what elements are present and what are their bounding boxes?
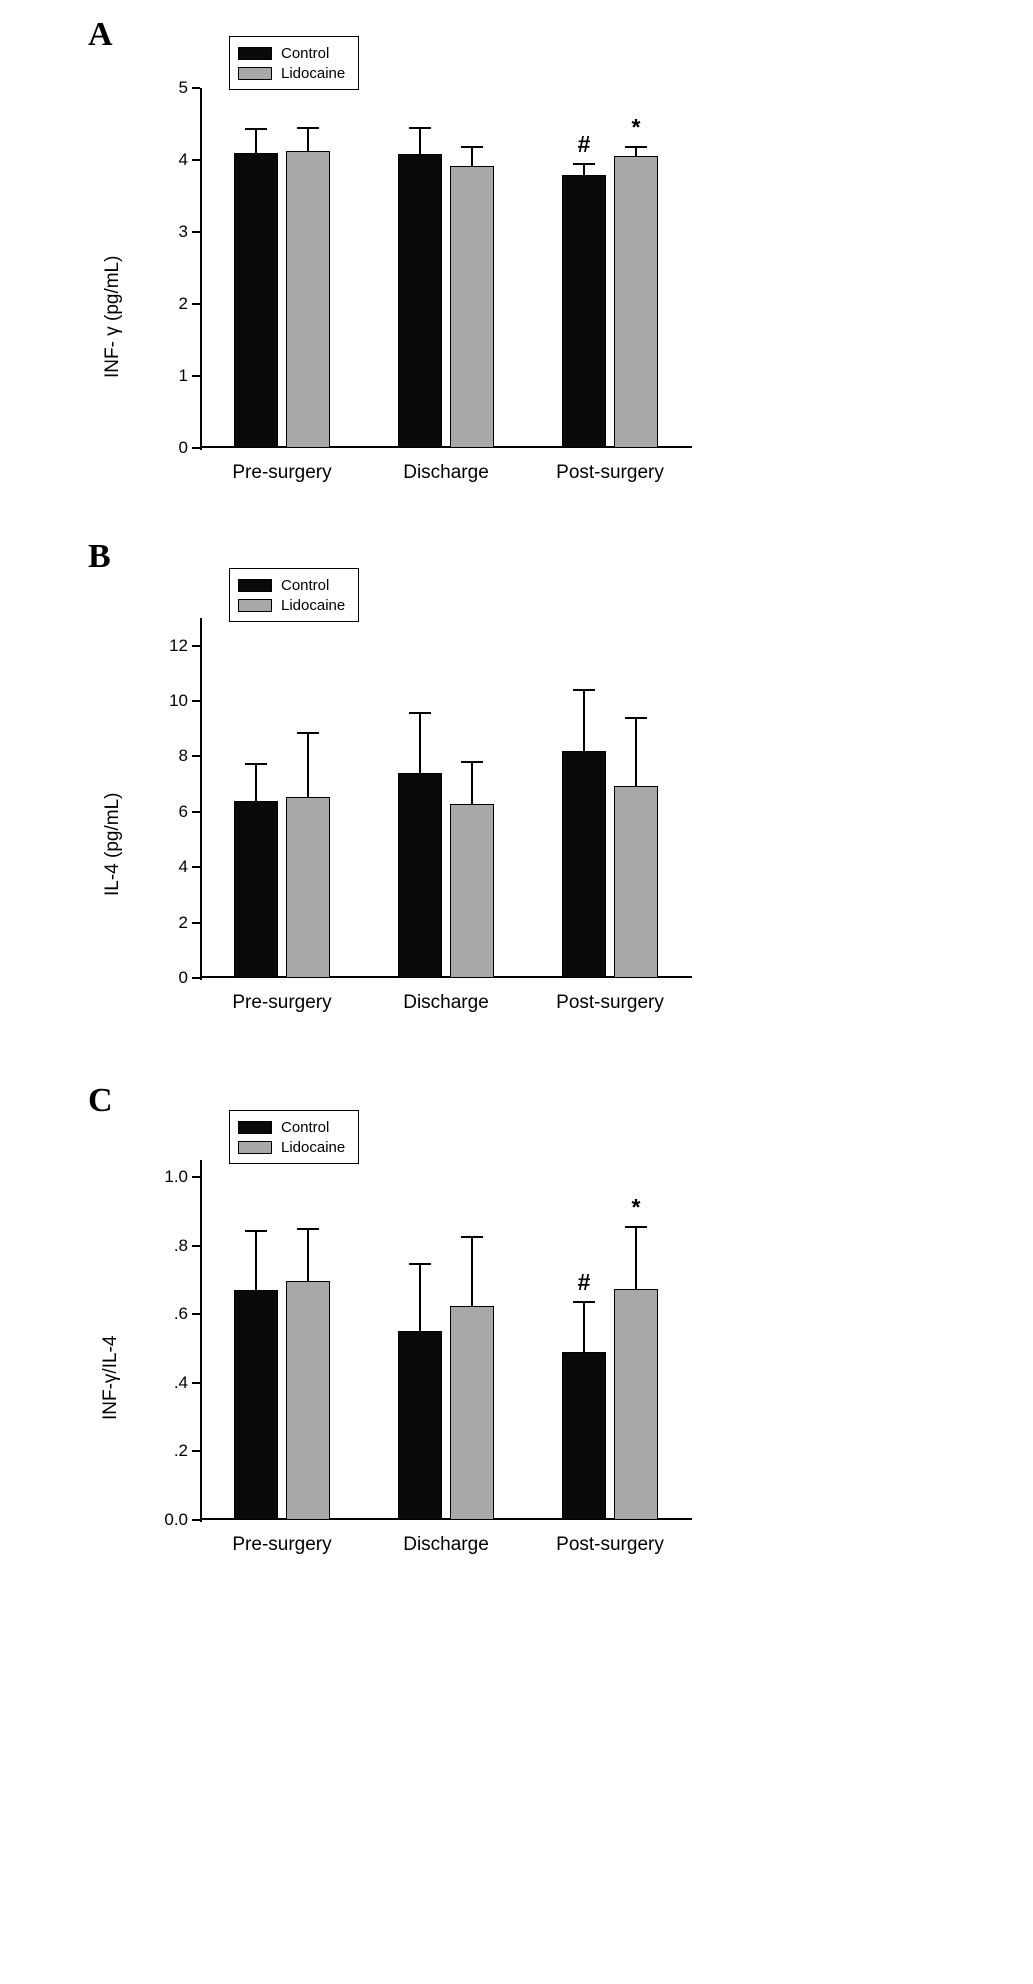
legend-label-control: Control xyxy=(281,44,330,62)
bar-c-0-control xyxy=(234,1290,278,1520)
legend-c xyxy=(229,1110,359,1164)
legend-swatch-control-icon xyxy=(238,579,272,592)
bar-a-1-lidocaine xyxy=(450,166,494,448)
y-tick-c-2 xyxy=(192,1382,200,1384)
bar-c-1-control xyxy=(398,1331,442,1520)
error-cap-a-0-0 xyxy=(245,128,267,130)
panel-a-letter: A xyxy=(88,16,113,53)
error-cap-b-0-1 xyxy=(297,732,319,734)
y-tick-label-a-0: 0 xyxy=(178,438,188,457)
chart-c-plot-area xyxy=(100,1160,692,1555)
legend-row-control xyxy=(238,43,348,63)
error-cap-a-2-1 xyxy=(625,146,647,148)
y-tick-b-1 xyxy=(192,922,200,924)
y-tick-c-0 xyxy=(192,1519,200,1521)
y-tick-c-1 xyxy=(192,1450,200,1452)
error-bar-a-1-0 xyxy=(419,127,421,154)
error-cap-b-2-1 xyxy=(625,717,647,719)
legend-swatch-lidocaine-icon xyxy=(238,1141,272,1154)
y-tick-a-5 xyxy=(192,87,200,89)
bar-b-1-control xyxy=(398,773,442,978)
error-cap-c-0-1 xyxy=(297,1228,319,1230)
y-tick-label-b-2: 4 xyxy=(178,857,188,877)
bar-a-0-lidocaine xyxy=(286,151,330,448)
bar-c-1-lidocaine xyxy=(450,1306,494,1520)
legend-label-lidocaine: Lidocaine xyxy=(281,64,346,82)
significance-marker-c-2-1: * xyxy=(631,1194,641,1221)
bar-b-0-lidocaine xyxy=(286,797,330,978)
error-bar-c-1-1 xyxy=(471,1236,473,1305)
bar-b-2-lidocaine xyxy=(614,786,658,978)
panel-c-letter: C xyxy=(88,1082,113,1119)
x-tick-label-a-2: Post-surgery xyxy=(556,462,664,483)
legend-row-control xyxy=(238,575,348,595)
x-tick-label-b-0: Pre-surgery xyxy=(232,992,332,1013)
y-tick-a-0 xyxy=(192,447,200,449)
bar-c-0-lidocaine xyxy=(286,1281,330,1520)
y-tick-c-5 xyxy=(192,1176,200,1178)
bar-b-0-control xyxy=(234,801,278,978)
error-cap-a-1-0 xyxy=(409,127,431,129)
error-bar-b-0-0 xyxy=(255,763,257,800)
legend-swatch-control-icon xyxy=(238,1121,272,1134)
y-tick-b-6 xyxy=(192,645,200,647)
y-tick-a-3 xyxy=(192,231,200,233)
y-tick-b-2 xyxy=(192,866,200,868)
y-tick-b-4 xyxy=(192,755,200,757)
bar-b-2-control xyxy=(562,751,606,978)
legend-a xyxy=(229,36,359,90)
x-tick-label-b-1: Discharge xyxy=(403,992,489,1013)
y-tick-label-a-5: 5 xyxy=(178,78,188,97)
y-tick-label-a-4: 4 xyxy=(178,150,188,169)
y-axis-a xyxy=(200,88,202,450)
legend-label-lidocaine: Lidocaine xyxy=(281,596,346,614)
error-cap-c-2-0 xyxy=(573,1301,595,1303)
y-tick-label-c-2: .4 xyxy=(173,1372,188,1392)
x-tick-label-c-2: Post-surgery xyxy=(556,1534,664,1555)
error-bar-c-2-1 xyxy=(635,1226,637,1288)
y-tick-label-a-3: 3 xyxy=(178,222,188,241)
error-cap-b-1-1 xyxy=(461,761,483,763)
bar-a-0-control xyxy=(234,153,278,448)
y-tick-b-5 xyxy=(192,700,200,702)
legend-swatch-lidocaine-icon xyxy=(238,599,272,612)
bar-c-2-control xyxy=(562,1352,606,1520)
y-tick-label-c-0: 0.0 xyxy=(164,1510,188,1529)
y-tick-b-3 xyxy=(192,811,200,813)
error-bar-b-2-1 xyxy=(635,717,637,786)
error-cap-a-1-1 xyxy=(461,146,483,148)
legend-swatch-lidocaine-icon xyxy=(238,67,272,80)
panel-c xyxy=(0,1072,1033,1592)
panel-b xyxy=(0,530,1033,1050)
y-axis-c xyxy=(200,1160,202,1522)
legend-label-control: Control xyxy=(281,576,330,594)
error-cap-c-1-1 xyxy=(461,1236,483,1238)
y-tick-a-1 xyxy=(192,375,200,377)
error-bar-b-2-0 xyxy=(583,689,585,751)
error-cap-c-1-0 xyxy=(409,1263,431,1265)
error-cap-c-2-1 xyxy=(625,1226,647,1228)
y-tick-label-b-5: 10 xyxy=(169,691,188,711)
chart-a-plot-area xyxy=(102,78,692,483)
error-bar-b-1-0 xyxy=(419,712,421,773)
x-tick-label-c-1: Discharge xyxy=(403,1534,489,1555)
legend-row-lidocaine xyxy=(238,63,348,83)
error-bar-a-0-1 xyxy=(307,127,309,151)
legend-b xyxy=(229,568,359,622)
y-axis-label-c: INF-γ/IL-4 xyxy=(100,1335,121,1420)
bar-a-2-control xyxy=(562,175,606,448)
legend-row-lidocaine xyxy=(238,1137,348,1157)
y-tick-c-4 xyxy=(192,1245,200,1247)
y-tick-label-a-2: 2 xyxy=(178,294,188,313)
y-tick-label-b-1: 2 xyxy=(178,912,188,932)
legend-row-lidocaine xyxy=(238,595,348,615)
error-cap-a-0-1 xyxy=(297,127,319,129)
error-bar-c-2-0 xyxy=(583,1301,585,1352)
chart-b-plot-area xyxy=(102,618,692,1013)
y-axis-label-a: INF- γ (pg/mL) xyxy=(102,255,123,378)
error-cap-b-2-0 xyxy=(573,689,595,691)
error-bar-c-0-1 xyxy=(307,1228,309,1281)
error-cap-b-0-0 xyxy=(245,763,267,765)
y-tick-label-b-0: 0 xyxy=(178,968,188,987)
y-tick-label-c-4: .8 xyxy=(173,1235,188,1255)
error-bar-b-0-1 xyxy=(307,732,309,797)
y-tick-c-3 xyxy=(192,1313,200,1315)
bar-c-2-lidocaine xyxy=(614,1289,658,1520)
legend-swatch-control-icon xyxy=(238,47,272,60)
y-tick-label-b-6: 12 xyxy=(169,635,188,655)
significance-marker-a-2-1: * xyxy=(631,113,641,140)
significance-marker-a-2-0: # xyxy=(577,130,591,157)
y-tick-a-4 xyxy=(192,159,200,161)
y-axis-b xyxy=(200,618,202,980)
y-tick-label-c-3: .6 xyxy=(173,1304,188,1324)
bar-a-1-control xyxy=(398,154,442,448)
y-tick-a-2 xyxy=(192,303,200,305)
y-tick-label-a-1: 1 xyxy=(178,366,188,385)
panel-a xyxy=(0,0,1033,520)
significance-marker-c-2-0: # xyxy=(577,1268,591,1295)
y-tick-label-c-1: .2 xyxy=(173,1441,188,1461)
bar-a-2-lidocaine xyxy=(614,156,658,448)
error-bar-c-1-0 xyxy=(419,1263,421,1331)
bar-b-1-lidocaine xyxy=(450,804,494,978)
error-cap-c-0-0 xyxy=(245,1230,267,1232)
legend-label-control: Control xyxy=(281,1118,330,1136)
error-bar-b-1-1 xyxy=(471,761,473,804)
error-bar-c-0-0 xyxy=(255,1230,257,1289)
y-tick-label-b-3: 6 xyxy=(178,801,188,821)
y-axis-label-b: IL-4 (pg/mL) xyxy=(102,792,123,896)
y-tick-label-b-4: 8 xyxy=(178,746,188,766)
error-bar-a-1-1 xyxy=(471,146,473,165)
x-tick-label-b-2: Post-surgery xyxy=(556,992,664,1013)
x-tick-label-a-1: Discharge xyxy=(403,462,489,483)
x-tick-label-a-0: Pre-surgery xyxy=(232,462,332,483)
panel-b-letter: B xyxy=(88,538,111,575)
error-cap-a-2-0 xyxy=(573,163,595,165)
y-tick-b-0 xyxy=(192,977,200,979)
error-cap-b-1-0 xyxy=(409,712,431,714)
legend-row-control xyxy=(238,1117,348,1137)
y-tick-label-c-5: 1.0 xyxy=(164,1167,188,1187)
error-bar-a-0-0 xyxy=(255,128,257,153)
legend-label-lidocaine: Lidocaine xyxy=(281,1138,346,1156)
x-tick-label-c-0: Pre-surgery xyxy=(232,1534,332,1555)
